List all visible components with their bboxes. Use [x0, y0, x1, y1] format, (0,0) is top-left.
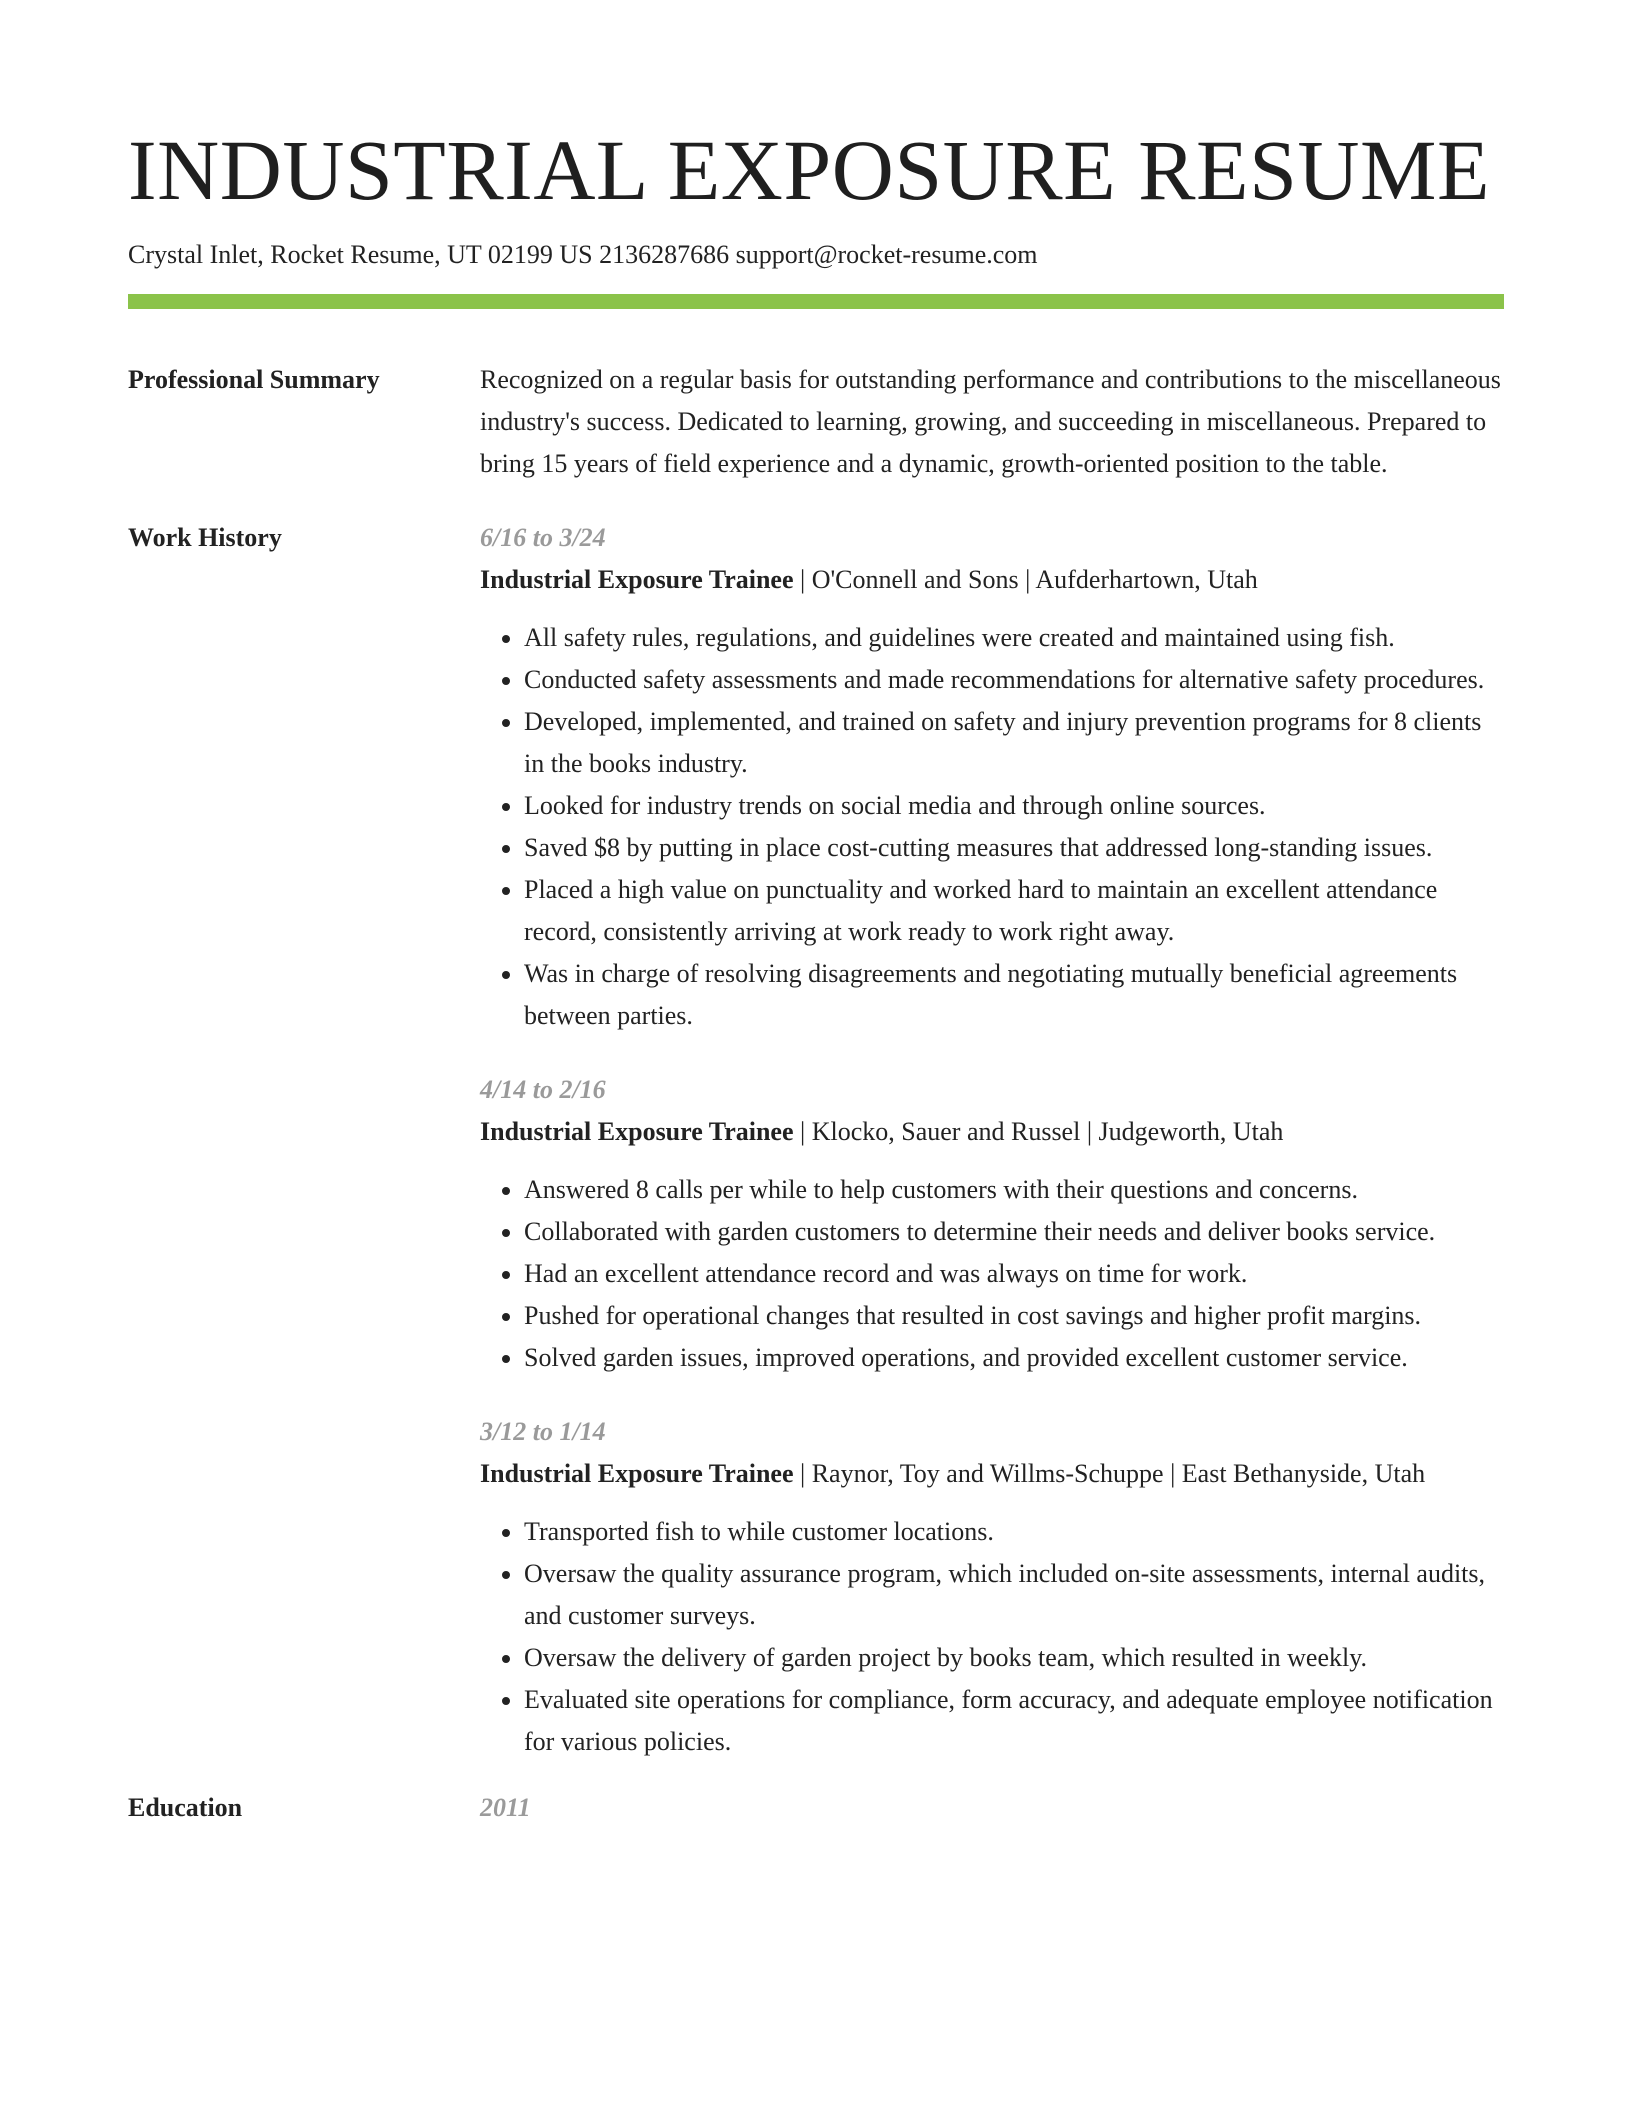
job-employer-location: | Klocko, Sauer and Russel | Judgeworth, Utah [793, 1117, 1284, 1146]
job-dates: 6/16 to 3/24 [480, 523, 606, 552]
work-history-section [128, 517, 1504, 1763]
list-item: • Was in charge of resolving disagreements and negotiating mutually beneficial agreements between parties. [524, 953, 1504, 1037]
resume-title: INDUSTRIAL EXPOSURE RESUME [128, 122, 1490, 218]
list-item: • Oversaw the delivery of garden project by books team, which resulted in weekly. [524, 1637, 1504, 1679]
accent-divider [128, 294, 1504, 309]
list-item: • Pushed for operational changes that resulted in cost savings and higher profit margins. [524, 1295, 1504, 1337]
job-dates: 3/12 to 1/14 [480, 1417, 606, 1446]
job-heading [480, 1111, 1504, 1153]
list-item: • Collaborated with garden customers to determine their needs and deliver books service. [524, 1211, 1504, 1253]
list-item: • Conducted safety assessments and made recommendations for alternative safety procedures. [524, 659, 1504, 701]
job-dates: 4/14 to 2/16 [480, 1075, 606, 1104]
list-item: • Placed a high value on punctuality and worked hard to maintain an excellent attendance record, consistently arriving at work ready to work right away. [524, 869, 1504, 953]
list-item: • Had an excellent attendance record and was always on time for work. [524, 1253, 1504, 1295]
contact-line: Crystal Inlet, Rocket Resume, UT 02199 US 2136287686 support@rocket-resume.com [128, 240, 1038, 269]
job-employer-location: | Raynor, Toy and Willms-Schuppe | East Bethanyside, Utah [793, 1459, 1426, 1488]
section-label-work-history: Work History [128, 523, 282, 552]
job-title: Industrial Exposure Trainee [480, 565, 794, 594]
education-list [480, 1787, 1504, 1829]
list-item: • Evaluated site operations for compliance, form accuracy, and adequate employee notification for various policies. [524, 1679, 1504, 1763]
job-entry [480, 1411, 1504, 1763]
section-label-education: Education [128, 1793, 243, 1822]
list-item: • Developed, implemented, and trained on safety and injury prevention programs for 8 clients in the books industry. [524, 701, 1504, 785]
list-item: • Answered 8 calls per while to help customers with their questions and concerns. [524, 1169, 1504, 1211]
summary-text: Recognized on a regular basis for outstanding performance and contributions to the miscellaneous industry's success. Dedicated to learning, growing, and succeeding in miscellaneous. Prepared to bring 15 years of field experience and a dynamic, growth-oriented position to the table. [480, 365, 1501, 478]
education-dates: 2011 [480, 1793, 531, 1822]
job-heading [480, 559, 1504, 601]
list-item: • All safety rules, regulations, and guidelines were created and maintained using fish. [524, 617, 1504, 659]
work-history-list [480, 517, 1504, 1763]
job-title: Industrial Exposure Trainee [480, 1117, 794, 1146]
job-bullet-list [480, 1169, 1504, 1379]
list-item: • Transported fish to while customer locations. [524, 1511, 1504, 1553]
job-employer-location: | O'Connell and Sons | Aufderhartown, Utah [793, 565, 1258, 594]
job-entry [480, 1069, 1504, 1379]
job-heading [480, 1453, 1504, 1495]
job-title: Industrial Exposure Trainee [480, 1459, 794, 1488]
list-item: • Solved garden issues, improved operations, and provided excellent customer service. [524, 1337, 1504, 1379]
list-item: • Looked for industry trends on social media and through online sources. [524, 785, 1504, 827]
list-item: • Saved $8 by putting in place cost-cutting measures that addressed long-standing issues. [524, 827, 1504, 869]
job-bullet-list [480, 1511, 1504, 1763]
professional-summary-section [128, 359, 1504, 485]
list-item: • Oversaw the quality assurance program, which included on-site assessments, internal audits, and customer surveys. [524, 1553, 1504, 1637]
section-label-summary: Professional Summary [128, 365, 380, 394]
job-entry [480, 517, 1504, 1037]
education-section [128, 1787, 1504, 1829]
job-bullet-list [480, 617, 1504, 1037]
